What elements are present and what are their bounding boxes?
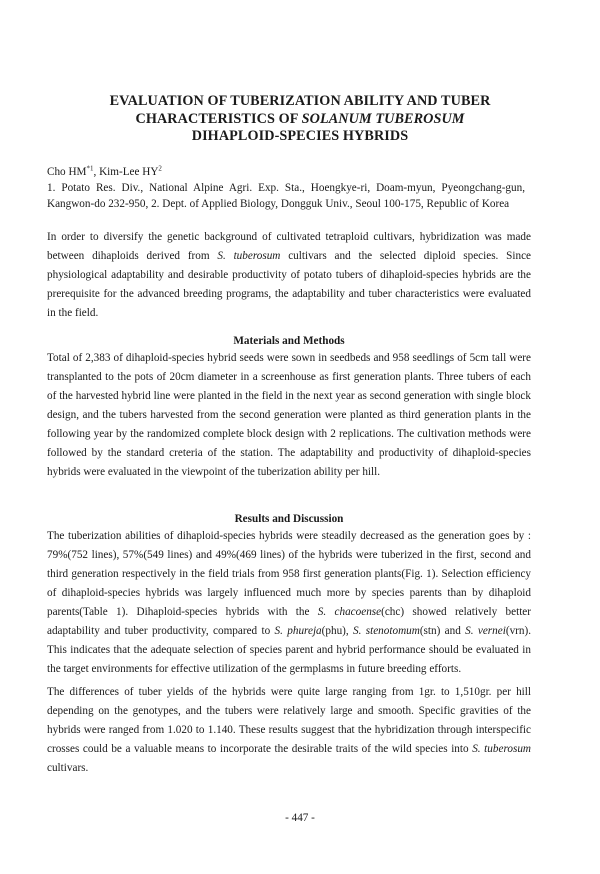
methods-paragraph: Total of 2,383 of dihaploid-species hybrid seeds were sown in seedbeds and 958 seedlings of 5cm tall were transplanted to the pots of 20cm diameter in a screenhouse as first generation plants. Three tubers of each of the harvested hybrid line were planted in the field in the next year as second generation with single block design, and the tubers harvested from the second generation were planted as third generation plants in the following year by the randomized complete block design with 2 replications. The cultivation methods were followed by the standard creteria of the station. The adaptability and productivity of dihaploid-species hybrids were evaluated in the viewpoint of the tuberization ability per hill. xyxy=(47,352,531,478)
methods-heading: Materials and Methods xyxy=(233,335,345,347)
page-number: - 447 - xyxy=(285,812,315,824)
results-p1-text-2: (chc) showed relatively better adaptability and tuber productivity, compared to xyxy=(47,606,531,637)
title-species-name: SOLANUM TUBEROSUM xyxy=(301,110,465,127)
results-paragraph-1 xyxy=(47,527,531,679)
paper-title xyxy=(40,93,560,146)
results-p1-species-4: S. vernei xyxy=(465,625,506,637)
abstract-text-2: cultivars and the selected diploid species. Since physiological adaptability and desirable productivity of potato tubers of dihaploid-species hybrids are the prerequisite for the advanced breeding programs, the adaptability and tuber characteristics were evaluated in the field. xyxy=(47,250,531,319)
author-list xyxy=(47,165,557,181)
author-separator: , xyxy=(93,166,100,178)
title-line-2-text: CHARACTERISTICS OF xyxy=(135,110,302,127)
results-p1-species-3: S. stenotomum xyxy=(353,625,420,637)
author-1: Cho HM xyxy=(47,166,87,178)
author-1-mark: *1 xyxy=(86,164,94,173)
title-line-1: EVALUATION OF TUBERIZATION ABILITY AND TUBER xyxy=(109,93,491,109)
affiliations: 1. Potato Res. Div., National Alpine Agri. Exp. Sta., Hoengkye-ri, Doam-myun, Pyeongchang-gun, Kangwon-do 232-950, 2. Dept. of Applied Biology, Dongguk Univ., Seoul 100-175, Republic of Korea xyxy=(47,182,525,210)
author-2-mark: 2 xyxy=(158,164,162,173)
results-paragraph-2 xyxy=(47,683,531,778)
author-2: Kim-Lee HY xyxy=(99,166,159,178)
results-p2-text-1: The differences of tuber yields of the hybrids were quite large ranging from 1gr. to 1,510gr. per hill depending on the genotypes, and the tubers were relatively large and smooth. Specific gravities of the hybrids were ranged from 1.020 to 1.140. These results suggest that the hybridization through interspecific crosses could be a valuable means to incorporate the desirable traits of the wild species into xyxy=(47,686,531,755)
results-p1-text-1: The tuberization abilities of dihaploid-species hybrids were steadily decreased as the generation goes by : 79%(752 lines), 57%(549 lines) and 49%(469 lines) of the hybrids were tuberized in the first, second and third generation respectively in the field trials from 958 first generation plants(Fig. 1). Selection efficiency of dihaploid-species hybrids was largely influenced much more by species parents than by dihaploid parents(Table 1). Dihaploid-species hybrids with the xyxy=(47,530,531,618)
results-p1-text-3: (phu), xyxy=(321,625,354,637)
results-p1-text-5: (vrn). This indicates that the adequate selection of species parent and hybrid performance should be evaluated in the target environments for effective utilization of the germplasms in future breeding efforts. xyxy=(47,625,532,675)
results-p1-species-1: S. chacoense xyxy=(317,606,382,618)
abstract-text-1: In order to diversify the genetic background of cultivated tetraploid cultivars, hybridization was made between dihaploids derived from xyxy=(47,231,531,262)
title-line-2 xyxy=(40,111,560,129)
results-p2-text-2: cultivars. xyxy=(47,762,89,774)
abstract-paragraph xyxy=(47,228,531,323)
title-line-3: DIHAPLOID-SPECIES HYBRIDS xyxy=(191,128,409,144)
abstract-species-1: S. tuberosum xyxy=(217,250,281,262)
results-heading: Results and Discussion xyxy=(234,513,344,525)
results-p1-species-2: S. phureja xyxy=(274,625,322,637)
results-p1-text-4: (stn) and xyxy=(419,625,466,637)
results-p2-species-1: S. tuberosum xyxy=(472,743,532,755)
